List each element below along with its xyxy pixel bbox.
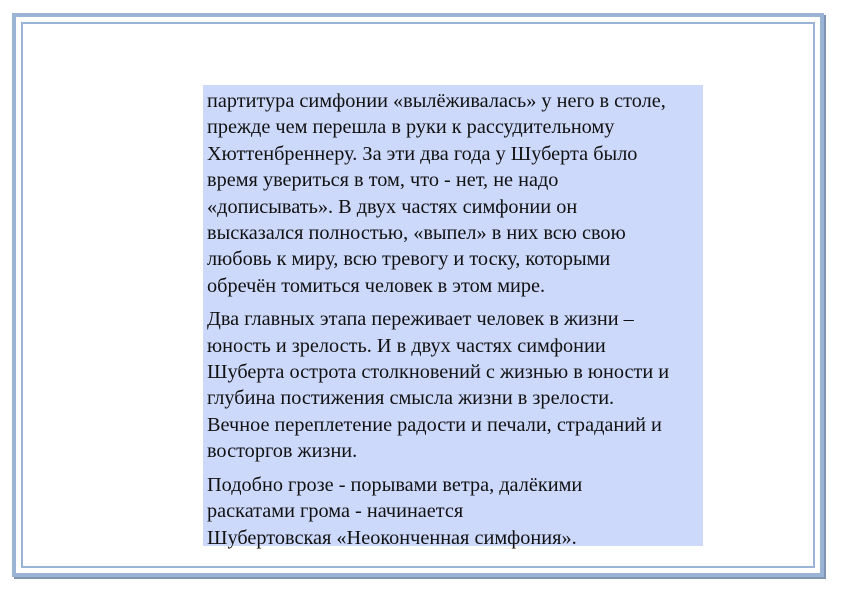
text-line: любовь к миру, всю тревогу и тоску, которыми	[207, 248, 611, 271]
text-line: партитура симфонии «вылёживалась» у него в столе,	[207, 90, 666, 112]
text-line: глубина постижения смысла жизни в зрелости.	[207, 387, 615, 410]
text-line: высказался полностью, «выпел» в них всю свою	[207, 222, 626, 245]
text-line: «дописывать». В двух частях симфонии он	[207, 195, 578, 218]
text-line: раскатами грома - начинается	[207, 500, 464, 523]
paragraph-2	[207, 306, 699, 464]
paragraph-3	[207, 472, 699, 551]
text-line: Подобно грозе - порывами ветра, далёкими	[207, 473, 583, 496]
text-line: Два главных этапа переживает человек в жизни –	[207, 308, 634, 331]
text-line: Хюттенбреннеру. За эти два года у Шуберта было	[207, 142, 638, 165]
text-line: Шубертовская «Неоконченная симфония».	[207, 526, 577, 549]
text-block	[203, 85, 703, 549]
text-line: восторгов жизни.	[207, 440, 358, 463]
text-line: обречён томиться человек в этом мире.	[207, 274, 546, 297]
text-line: Вечное переплетение радости и печали, страданий и	[207, 413, 662, 436]
text-line: Шуберта острота столкновений с жизнью в юности и	[207, 361, 670, 384]
paragraph-1	[207, 88, 699, 299]
text-line: юность и зрелость. И в двух частях симфонии	[207, 334, 606, 357]
text-line: время увериться в том, что - нет, не надо	[207, 169, 559, 192]
text-line: прежде чем перешла в руки к рассудительному	[207, 116, 615, 139]
